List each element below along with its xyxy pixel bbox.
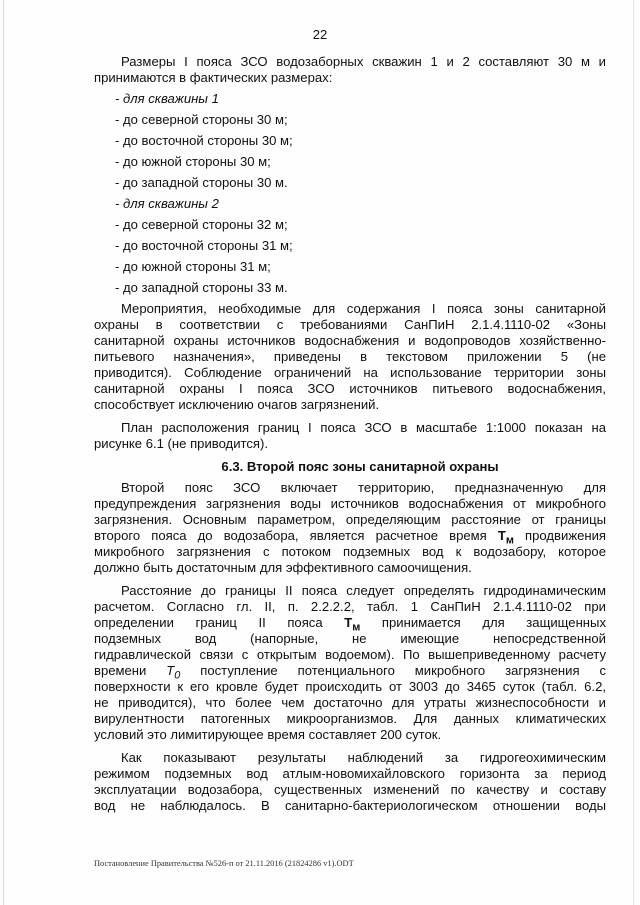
para5-line-8: не приводится), что более чем достаточно для утраты жизнеспособности и (94, 695, 606, 710)
para6-line-3: эксплуатации водозабора, существенных изменений по качеству и составу (94, 782, 606, 797)
para1-line-2: принимаются в фактических размерах: (94, 70, 333, 85)
para1-line-1: Размеры I пояса ЗСО водозаборных скважин 1 и 2 составляют 30 м и (121, 54, 606, 69)
page-number: 22 (312, 27, 328, 42)
page-edge-left (3, 0, 4, 905)
document-footer: Постановление Правительства №526-п от 21.11.2016 (21824286 v1).ODT (94, 859, 354, 868)
well1-item-east: - до восточной стороны 30 м; (115, 133, 293, 148)
para2-line-4: питьевого назначения», приведены в текстовом приложении 5 (не (94, 349, 606, 364)
para2-line-1: Мероприятия, необходимые для содержания I пояса зоны санитарной (121, 301, 606, 316)
tm-symbol: $Т_м$ (497, 528, 514, 544)
para4-line-2: предупреждения загрязнения воды источников водоснабжения от микробного (94, 496, 606, 511)
para5-line-9: вирулентности патогенных микроорганизмов. Для данных климатических (94, 711, 606, 726)
section-heading: 6.3. Второй пояс зоны санитарной охраны (221, 459, 499, 474)
para4-line-4: второго пояса до водозабора, является расчетное время $Т_м$ продвижения (94, 528, 606, 544)
para5-line-6: времени $T_0$ поступление потенциального микробного загрязнения с (94, 663, 606, 679)
well2-item-west: - до западной стороны 33 м. (115, 280, 288, 295)
para3-line-2: рисунке 6.1 (не приводится). (94, 436, 268, 451)
page-edge-right (633, 0, 634, 905)
para6-line-1: Как показывают результаты наблюдений за гидрогеохимическим (121, 750, 606, 765)
well1-item-north: - до северной стороны 30 м; (115, 112, 288, 127)
para2-line-2: охраны в соответствии с требованиями СанПиН 2.1.4.1110-02 «Зоны (94, 317, 606, 332)
para5-line-10: условий это лимитирующее время составляет 200 суток. (94, 727, 442, 742)
para5-line-1: Расстояние до границы II пояса следует определять гидродинамическим (121, 583, 606, 598)
para2-line-7: способствует исключению очагов загрязнений. (94, 397, 380, 412)
document-body (94, 54, 606, 814)
para6-line-2: режимом подземных вод атлым-новомихайловского горизонта за период (94, 766, 606, 781)
t0-symbol: $T_0$ (166, 663, 181, 679)
para6-line-4: вод не наблюдалось. В санитарно-бактериологическом отношении воды (94, 798, 606, 813)
para4-line-3: загрязнения. Основным параметром, определяющим расстояние от границы (94, 512, 606, 527)
tm-symbol: $Т_м$ (344, 615, 361, 631)
para5-line-4: подземных вод (напорные, не имеющие непосредственной (94, 631, 606, 646)
para5-line-7: поверхности к его кровле будет происходить от 3003 до 3465 суток (табл. 6.2, (94, 679, 606, 694)
para2-line-6: санитарной охраны I пояса ЗСО источников питьевого водоснабжения, (94, 381, 606, 396)
well2-item-north: - до северной стороны 32 м; (115, 217, 288, 232)
para5-line-5: гидравлической связи с открытым водоемом). По вышеприведенному расчету (94, 647, 606, 662)
para2-line-5: приводится). Соблюдение ограничений на использование территории зоны (94, 365, 606, 380)
para3-line-1: План расположения границ I пояса ЗСО в масштабе 1:1000 показан на (121, 420, 606, 435)
well2-item-south: - до южной стороны 31 м; (115, 259, 271, 274)
para4-line-6: должно быть достаточным для эффективного самоочищения. (94, 560, 472, 575)
well1-item-west: - до западной стороны 30 м. (115, 175, 288, 190)
para5-line-3: определении границ II пояса $Т_м$ принимается для защищенных (94, 615, 606, 631)
para4-line-1: Второй пояс ЗСО включает территорию, предназначенную для (121, 480, 606, 495)
well1-title: - для скважины 1 (115, 91, 219, 106)
well1-item-south: - до южной стороны 30 м; (115, 154, 271, 169)
para5-line-2: расчетом. Согласно гл. II, п. 2.2.2.2, табл. 1 СанПиН 2.1.4.1110-02 при (94, 599, 606, 614)
para4-line-5: микробного загрязнения с потоком подземных вод к водозабору, которое (94, 544, 606, 559)
well2-title: - для скважины 2 (115, 196, 219, 211)
well2-item-east: - до восточной стороны 31 м; (115, 238, 293, 253)
para2-line-3: санитарной охраны источников водоснабжения и водопроводов хозяйственно- (94, 333, 606, 348)
